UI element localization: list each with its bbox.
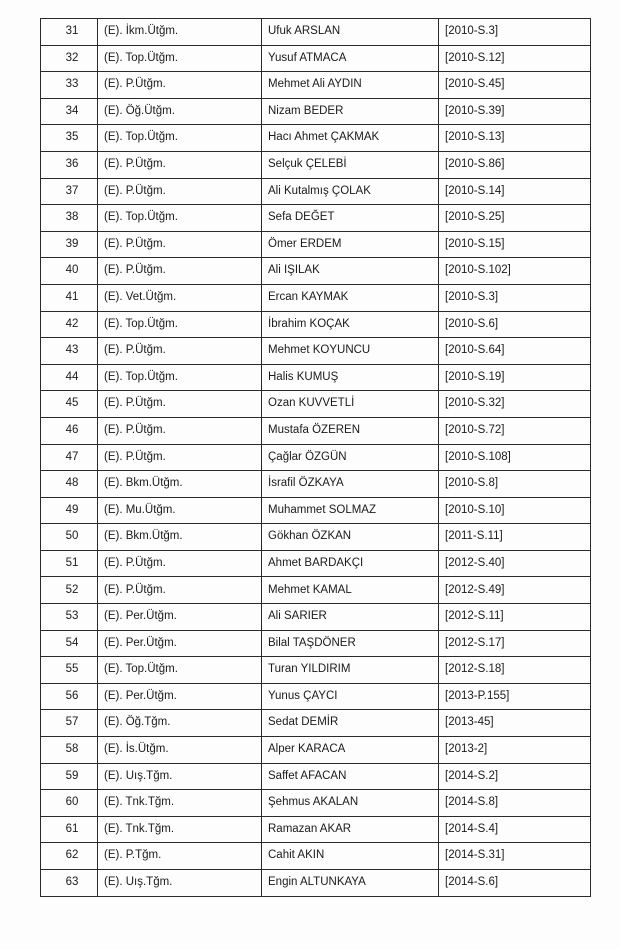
row-number: 38	[41, 205, 98, 232]
rank-cell: (E). Top.Ütğm.	[98, 45, 262, 72]
code-cell: [2010-S.12]	[439, 45, 591, 72]
table-row	[41, 497, 591, 524]
table-row	[41, 630, 591, 657]
row-number: 39	[41, 231, 98, 258]
table-row	[41, 19, 591, 46]
name-cell: Ali IŞILAK	[262, 258, 439, 285]
rank-cell: (E). P.Ütğm.	[98, 577, 262, 604]
row-number: 60	[41, 790, 98, 817]
name-cell: Halis KUMUŞ	[262, 364, 439, 391]
name-cell: Engin ALTUNKAYA	[262, 870, 439, 897]
table-row	[41, 391, 591, 418]
name-cell: Mehmet KAMAL	[262, 577, 439, 604]
table-row	[41, 45, 591, 72]
name-cell: Ercan KAYMAK	[262, 284, 439, 311]
code-cell: [2010-S.72]	[439, 417, 591, 444]
row-number: 53	[41, 604, 98, 631]
row-number: 63	[41, 870, 98, 897]
rank-cell: (E). P.Ütğm.	[98, 550, 262, 577]
code-cell: [2010-S.64]	[439, 338, 591, 365]
rank-cell: (E). Öğ.Ütğm.	[98, 98, 262, 125]
row-number: 48	[41, 471, 98, 498]
table-row	[41, 284, 591, 311]
row-number: 58	[41, 737, 98, 764]
table-row	[41, 790, 591, 817]
rank-cell: (E). Bkm.Ütğm.	[98, 471, 262, 498]
table-row	[41, 471, 591, 498]
name-cell: Cahit AKIN	[262, 843, 439, 870]
row-number: 51	[41, 550, 98, 577]
row-number: 50	[41, 524, 98, 551]
rank-cell: (E). Top.Ütğm.	[98, 657, 262, 684]
code-cell: [2013-P.155]	[439, 683, 591, 710]
code-cell: [2010-S.13]	[439, 125, 591, 152]
code-cell: [2014-S.8]	[439, 790, 591, 817]
row-number: 36	[41, 151, 98, 178]
code-cell: [2010-S.86]	[439, 151, 591, 178]
table-row	[41, 178, 591, 205]
row-number: 57	[41, 710, 98, 737]
rank-cell: (E). Top.Ütğm.	[98, 205, 262, 232]
rank-cell: (E). Tnk.Tğm.	[98, 816, 262, 843]
row-number: 35	[41, 125, 98, 152]
name-cell: Sedat DEMİR	[262, 710, 439, 737]
row-number: 52	[41, 577, 98, 604]
row-number: 62	[41, 843, 98, 870]
row-number: 56	[41, 683, 98, 710]
rank-cell: (E). P.Ütğm.	[98, 444, 262, 471]
name-cell: Gökhan ÖZKAN	[262, 524, 439, 551]
name-cell: Bilal TAŞDÖNER	[262, 630, 439, 657]
table-row	[41, 98, 591, 125]
row-number: 43	[41, 338, 98, 365]
name-cell: İsrafil ÖZKAYA	[262, 471, 439, 498]
rank-cell: (E). P.Ütğm.	[98, 391, 262, 418]
row-number: 31	[41, 19, 98, 46]
name-cell: İbrahim KOÇAK	[262, 311, 439, 338]
code-cell: [2010-S.8]	[439, 471, 591, 498]
rank-cell: (E). P.Tğm.	[98, 843, 262, 870]
code-cell: [2012-S.18]	[439, 657, 591, 684]
code-cell: [2010-S.19]	[439, 364, 591, 391]
name-cell: Mehmet Ali AYDIN	[262, 72, 439, 99]
row-number: 34	[41, 98, 98, 125]
table-row	[41, 737, 591, 764]
rank-cell: (E). P.Ütğm.	[98, 72, 262, 99]
rank-cell: (E). P.Ütğm.	[98, 258, 262, 285]
row-number: 61	[41, 816, 98, 843]
table-row	[41, 550, 591, 577]
code-cell: [2013-2]	[439, 737, 591, 764]
name-cell: Ali SARIER	[262, 604, 439, 631]
personnel-table-body	[41, 19, 591, 897]
rank-cell: (E). Bkm.Ütğm.	[98, 524, 262, 551]
rank-cell: (E). Top.Ütğm.	[98, 311, 262, 338]
table-row	[41, 816, 591, 843]
row-number: 55	[41, 657, 98, 684]
table-row	[41, 72, 591, 99]
table-row	[41, 417, 591, 444]
code-cell: [2010-S.3]	[439, 19, 591, 46]
rank-cell: (E). Uış.Tğm.	[98, 763, 262, 790]
row-number: 46	[41, 417, 98, 444]
personnel-table	[40, 18, 591, 897]
name-cell: Ahmet BARDAKÇI	[262, 550, 439, 577]
code-cell: [2012-S.17]	[439, 630, 591, 657]
name-cell: Ramazan AKAR	[262, 816, 439, 843]
code-cell: [2014-S.2]	[439, 763, 591, 790]
name-cell: Muhammet SOLMAZ	[262, 497, 439, 524]
rank-cell: (E). P.Ütğm.	[98, 417, 262, 444]
name-cell: Yunus ÇAYCI	[262, 683, 439, 710]
row-number: 40	[41, 258, 98, 285]
name-cell: Ömer ERDEM	[262, 231, 439, 258]
table-row	[41, 205, 591, 232]
rank-cell: (E). İs.Ütğm.	[98, 737, 262, 764]
name-cell: Ozan KUVVETLİ	[262, 391, 439, 418]
name-cell: Selçuk ÇELEBİ	[262, 151, 439, 178]
rank-cell: (E). P.Ütğm.	[98, 338, 262, 365]
name-cell: Yusuf ATMACA	[262, 45, 439, 72]
row-number: 33	[41, 72, 98, 99]
name-cell: Ali Kutalmış ÇOLAK	[262, 178, 439, 205]
code-cell: [2012-S.11]	[439, 604, 591, 631]
code-cell: [2010-S.39]	[439, 98, 591, 125]
code-cell: [2010-S.14]	[439, 178, 591, 205]
table-row	[41, 710, 591, 737]
name-cell: Nizam BEDER	[262, 98, 439, 125]
rank-cell: (E). Vet.Ütğm.	[98, 284, 262, 311]
code-cell: [2012-S.49]	[439, 577, 591, 604]
rank-cell: (E). P.Ütğm.	[98, 231, 262, 258]
rank-cell: (E). Per.Ütğm.	[98, 604, 262, 631]
name-cell: Çağlar ÖZGÜN	[262, 444, 439, 471]
code-cell: [2010-S.32]	[439, 391, 591, 418]
table-row	[41, 258, 591, 285]
name-cell: Alper KARACA	[262, 737, 439, 764]
row-number: 32	[41, 45, 98, 72]
name-cell: Saffet AFACAN	[262, 763, 439, 790]
row-number: 37	[41, 178, 98, 205]
rank-cell: (E). İkm.Ütğm.	[98, 19, 262, 46]
code-cell: [2014-S.31]	[439, 843, 591, 870]
code-cell: [2010-S.15]	[439, 231, 591, 258]
row-number: 47	[41, 444, 98, 471]
table-row	[41, 604, 591, 631]
rank-cell: (E). Mu.Ütğm.	[98, 497, 262, 524]
table-row	[41, 843, 591, 870]
code-cell: [2010-S.25]	[439, 205, 591, 232]
rank-cell: (E). Uış.Tğm.	[98, 870, 262, 897]
name-cell: Mustafa ÖZEREN	[262, 417, 439, 444]
row-number: 59	[41, 763, 98, 790]
table-row	[41, 444, 591, 471]
table-row	[41, 151, 591, 178]
row-number: 44	[41, 364, 98, 391]
table-row	[41, 577, 591, 604]
row-number: 45	[41, 391, 98, 418]
table-row	[41, 763, 591, 790]
name-cell: Şehmus AKALAN	[262, 790, 439, 817]
rank-cell: (E). Top.Ütğm.	[98, 364, 262, 391]
name-cell: Mehmet KOYUNCU	[262, 338, 439, 365]
rank-cell: (E). Top.Ütğm.	[98, 125, 262, 152]
table-row	[41, 311, 591, 338]
name-cell: Hacı Ahmet ÇAKMAK	[262, 125, 439, 152]
code-cell: [2010-S.10]	[439, 497, 591, 524]
row-number: 41	[41, 284, 98, 311]
table-row	[41, 231, 591, 258]
table-row	[41, 657, 591, 684]
table-row	[41, 364, 591, 391]
table-row	[41, 338, 591, 365]
name-cell: Ufuk ARSLAN	[262, 19, 439, 46]
name-cell: Turan YILDIRIM	[262, 657, 439, 684]
code-cell: [2011-S.11]	[439, 524, 591, 551]
rank-cell: (E). Per.Ütğm.	[98, 630, 262, 657]
row-number: 42	[41, 311, 98, 338]
rank-cell: (E). Per.Ütğm.	[98, 683, 262, 710]
table-row	[41, 683, 591, 710]
code-cell: [2012-S.40]	[439, 550, 591, 577]
code-cell: [2010-S.102]	[439, 258, 591, 285]
name-cell: Sefa DEĞET	[262, 205, 439, 232]
row-number: 49	[41, 497, 98, 524]
code-cell: [2010-S.45]	[439, 72, 591, 99]
table-row	[41, 125, 591, 152]
code-cell: [2014-S.4]	[439, 816, 591, 843]
code-cell: [2010-S.6]	[439, 311, 591, 338]
table-row	[41, 524, 591, 551]
table-row	[41, 870, 591, 897]
code-cell: [2010-S.108]	[439, 444, 591, 471]
code-cell: [2013-45]	[439, 710, 591, 737]
rank-cell: (E). Tnk.Tğm.	[98, 790, 262, 817]
code-cell: [2014-S.6]	[439, 870, 591, 897]
row-number: 54	[41, 630, 98, 657]
rank-cell: (E). P.Ütğm.	[98, 151, 262, 178]
rank-cell: (E). Öğ.Tğm.	[98, 710, 262, 737]
rank-cell: (E). P.Ütğm.	[98, 178, 262, 205]
code-cell: [2010-S.3]	[439, 284, 591, 311]
